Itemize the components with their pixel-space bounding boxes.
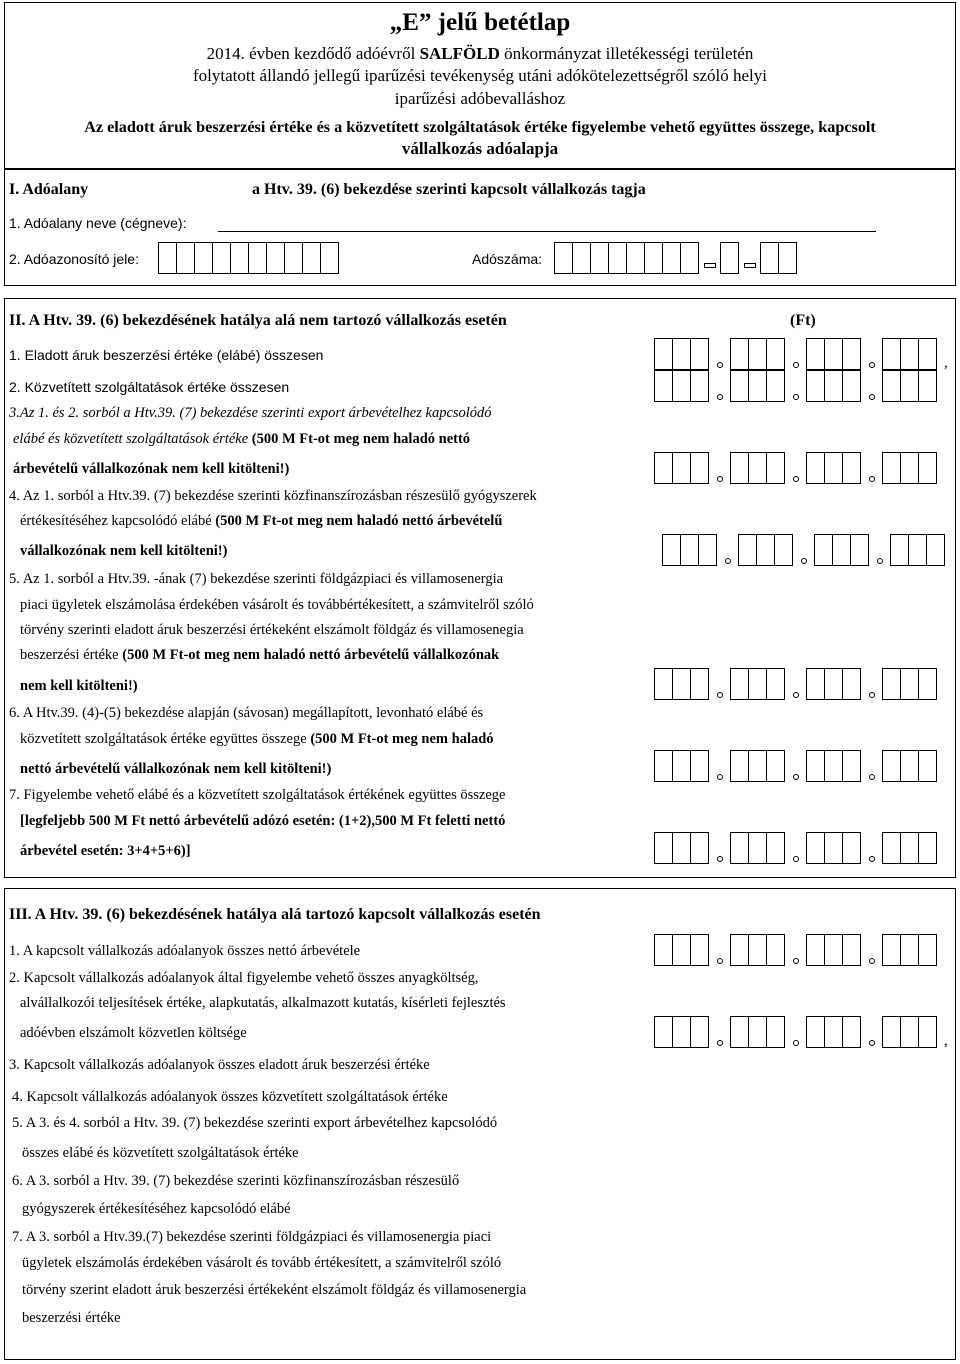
row2-7-line3: árbevétel esetén: 3+4+5+6)] (20, 843, 191, 859)
row3-2-line3: adóévben elszámolt közvetlen költsége (20, 1025, 247, 1041)
row2-5-amount[interactable] (654, 668, 937, 700)
row2-1-amount[interactable] (654, 338, 958, 370)
row2-6-amount[interactable] (654, 750, 937, 782)
header-line-1: 2014. évben kezdődő adóévről SALFÖLD önkormányzat illetékességi területén (206, 44, 754, 63)
form-title: „E” jelű betétlap (389, 9, 571, 36)
row3-5-line2: összes elábé és közvetített szolgáltatások értéke (22, 1145, 299, 1161)
row2-7-amount[interactable] (654, 832, 937, 864)
row3-4-label: 4. Kapcsolt vállalkozás adóalanyok összes közvetített szolgáltatások értéke (12, 1089, 448, 1105)
row2-5-line3: törvény szerinti eladott áruk beszerzési értékeként elszámolt földgáz és villamosenegia (20, 622, 524, 638)
row3-2-line2: alvállalkozói teljesítések értéke, alapkutatás, alkalmazott kutatás, kísérleti fejlesztés (20, 995, 506, 1011)
row2-5-line4: beszerzési értéke (500 M Ft-ot meg nem haladó nettó árbevételű vállalkozónak (20, 647, 500, 663)
row2-4-amount[interactable] (662, 534, 945, 566)
row2-7-line2: [legfeljebb 500 M Ft nettó árbevételű adózó esetén: (1+2),500 M Ft feletti nettó (20, 813, 506, 829)
row2-3-amount[interactable] (654, 452, 937, 484)
row2-1-label: 1. Eladott áruk beszerzési értéke (elábé) összesen (9, 347, 324, 363)
row3-7-line1: 7. A 3. sorból a Htv.39.(7) bekezdése szerinti földgázpiaci és villamosenergia piaci (12, 1229, 492, 1245)
row3-6-line2: gyógyszerek értékesítéséhez kapcsolódó elábé (22, 1201, 291, 1217)
row2-2-amount[interactable] (654, 370, 937, 402)
section2-unit: (Ft) (790, 312, 816, 329)
row3-3-label: 3. Kapcsolt vállalkozás adóalanyok összes eladott áruk beszerzési értéke (9, 1057, 430, 1073)
tax-number-field[interactable] (554, 242, 797, 274)
row3-7-line2: ügyletek elszámolás érdekében vásárolt és tovább értékesített, a számvitelről szóló (22, 1255, 502, 1271)
row2-3-line2: elábé és közvetített szolgáltatások értéke (500 M Ft-ot meg nem haladó nettó (13, 431, 471, 447)
section2-title: II. A Htv. 39. (6) bekezdésének hatálya alá nem tartozó vállalkozás esetén (9, 312, 507, 329)
row3-7-line4: beszerzési értéke (22, 1310, 121, 1326)
row3-7-line3: törvény szerint eladott áruk beszerzési értékeként elszámolt földgáz és villamosenergia (22, 1282, 527, 1298)
header-line-2: folytatott állandó jellegű iparűzési tevékenység utáni adókötelezettségről szóló helyi (192, 66, 768, 85)
row2-4-line1: 4. Az 1. sorból a Htv.39. (7) bekezdése szerinti közfinanszírozásban részesülő gyógyszerek (9, 488, 537, 504)
row3-2-amount[interactable] (654, 1016, 958, 1048)
row2-5-line2: piaci ügyletek elszámolása érdekében vásárolt és továbbértékesített, a számvitelről szóló (20, 597, 534, 613)
section3-title: III. A Htv. 39. (6) bekezdésének hatálya alá tartozó kapcsolt vállalkozás esetén (9, 906, 541, 923)
taxpayer-name-label: 1. Adóalany neve (cégneve): (9, 215, 187, 231)
tax-id-field[interactable] (158, 242, 339, 274)
row3-1-label: 1. A kapcsolt vállalkozás adóalanyok összes nettó árbevétele (9, 943, 361, 959)
row2-6-line2: közvetített szolgáltatások értéke együttes összege (500 M Ft-ot meg nem haladó (20, 731, 494, 747)
tax-number-label: Adószáma: (472, 251, 543, 267)
row2-6-line1: 6. A Htv.39. (4)-(5) bekezdése alapján (sávosan) megállapított, levonható elábé és (9, 705, 484, 721)
row2-3-line3: árbevételű vállalkozónak nem kell kitölteni!) (13, 461, 290, 477)
section1-title: I. Adóalany (9, 181, 89, 198)
row2-4-line2: értékesítéséhez kapcsolódó elábé (500 M Ft-ot meg nem haladó nettó árbevételű (20, 513, 503, 529)
row2-4-line3: vállalkozónak nem kell kitölteni!) (20, 543, 228, 559)
taxpayer-name-field[interactable] (218, 231, 876, 232)
row2-6-line3: nettó árbevételű vállalkozónak nem kell kitölteni!) (20, 761, 332, 777)
row3-6-line1: 6. A 3. sorból a Htv. 39. (7) bekezdése szerinti közfinanszírozásban részesülő (12, 1173, 460, 1189)
tax-id-label: 2. Adóazonosító jele: (9, 251, 139, 267)
row2-5-line1: 5. Az 1. sorból a Htv.39. -ának (7) bekezdése szerinti földgázpiaci és villamosenergia (9, 571, 504, 587)
row2-7-line1: 7. Figyelembe vehető elábé és a közvetített szolgáltatások értékének együttes összege (9, 787, 506, 803)
section1-subtitle: a Htv. 39. (6) bekezdése szerinti kapcsolt vállalkozás tagja (252, 181, 646, 198)
row3-2-line1: 2. Kapcsolt vállalkozás adóalanyok által figyelembe vehető összes anyagköltség, (9, 970, 479, 986)
row2-2-label: 2. Közvetített szolgáltatások értéke összesen (9, 379, 290, 395)
header-line-3: iparűzési adóbevalláshoz (394, 89, 566, 108)
row2-5-line5: nem kell kitölteni!) (20, 678, 138, 694)
header-line-4: Az eladott áruk beszerzési értéke és a közvetített szolgáltatások értéke figyelembe vehető együttes összege, kapcsolt (84, 118, 876, 136)
row3-5-line1: 5. A 3. és 4. sorból a Htv. 39. (7) bekezdése szerinti export árbevételhez kapcsolódó (12, 1115, 498, 1131)
header-line-5: vállalkozás adóalapja (401, 139, 559, 158)
row3-1-amount[interactable] (654, 934, 937, 966)
row2-3-line1: 3.Az 1. és 2. sorból a Htv.39. (7) bekezdése szerinti export árbevételhez kapcsolódó (9, 405, 492, 421)
